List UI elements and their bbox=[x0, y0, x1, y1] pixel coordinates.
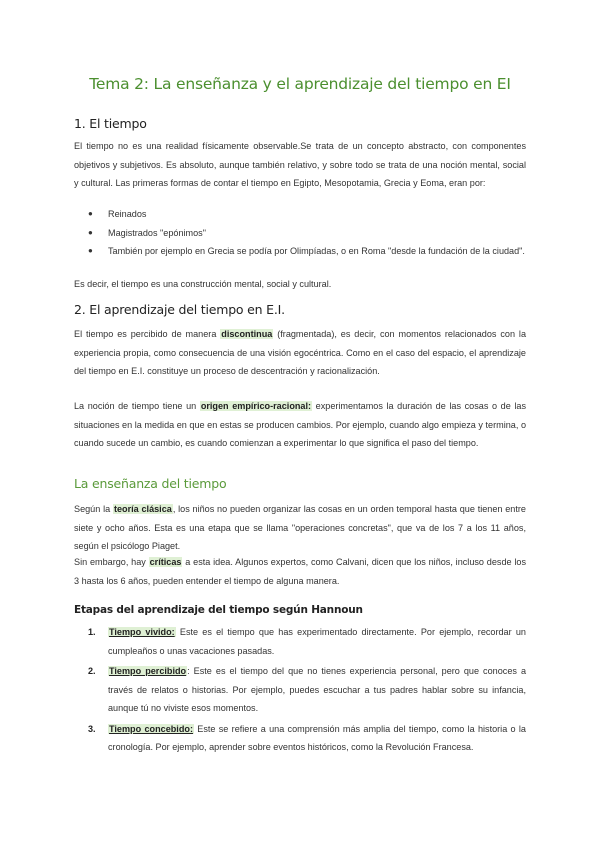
highlight-term: discontinua bbox=[221, 329, 273, 339]
document-title: Tema 2: La enseñanza y el aprendizaje del tiempo en EI bbox=[89, 75, 511, 93]
section-heading-el-tiempo: 1. El tiempo bbox=[74, 116, 147, 131]
stages-numbered-list bbox=[74, 623, 526, 759]
section-1-conclusion: Es decir, el tiempo es una construcción mental, social y cultural. bbox=[74, 279, 332, 289]
section-heading-aprendizaje: 2. El aprendizaje del tiempo en E.I. bbox=[74, 302, 285, 317]
highlight-term: críticas bbox=[149, 557, 182, 567]
section-3-paragraph-2: Sin embargo, hay críticas a esta idea. Algunos expertos, como Calvani, dicen que los niños, incluso desde los 3 hasta los 6 años, pueden entender el tiempo de alguna manera. bbox=[74, 557, 526, 586]
highlight-term: Tiempo percibido bbox=[109, 666, 187, 676]
list-item: 3. Tiempo concebido: Este se refiere a una comprensión más amplia del tiempo, como la historia o la cronología. Por ejemplo, aprender sobre eventos históricos, como la Revolución Francesa. bbox=[88, 723, 526, 752]
section-2-paragraph-2: La noción de tiempo tiene un origen empírico-racional: experimentamos la duración de las cosas o de las situaciones en la medida en que en estas se producen cambios. Por ejemplo, cuando algo empieza y termina, o cuando sucede un cambio, es cuando comienzan a experimentar lo que significa el paso del tiempo. bbox=[74, 401, 526, 448]
bullet-icon: ● bbox=[88, 209, 93, 218]
section-heading-etapas: Etapas del aprendizaje del tiempo según Hannoun bbox=[74, 604, 363, 616]
section-3-paragraph-1: Según la teoría clásica, los niños no pueden organizar las cosas en un orden temporal hasta que tienen entre siete y ocho años. Esta es una etapa que se llama "operaciones concretas", que va de los 7 a los 11 años, según el psicólogo Piaget. bbox=[74, 504, 526, 551]
list-item: ● También por ejemplo en Grecia se podía por Olimpíadas, o en Roma "desde la fundación de la ciudad". bbox=[74, 242, 526, 261]
list-item: 1. Tiempo vivido: Este es el tiempo que has experimentado directamente. Por ejemplo, recordar un cumpleaños o unas vacaciones pasadas. bbox=[88, 627, 526, 656]
highlight-term: Tiempo vivido: bbox=[109, 627, 175, 637]
section-heading-ensenanza: La enseñanza del tiempo bbox=[74, 476, 227, 491]
list-item: 2. Tiempo percibido: Este es el tiempo del que no tienes experiencia personal, pero que conoces a través de relatos o historias. Por ejemplo, puedes escuchar a tus padres hablar sobre su infancia, aunque tú no viviste esos momentos. bbox=[88, 666, 527, 713]
bullet-icon: ● bbox=[88, 227, 93, 237]
section-1-bullet-list bbox=[74, 205, 526, 261]
list-item: ● Reinados bbox=[74, 205, 526, 224]
bullet-icon: ● bbox=[88, 246, 93, 255]
section-2-paragraph-1: El tiempo es percibido de manera discontinua (fragmentada), es decir, con momentos relacionados con la experiencia propia, como consecuencia de una visión egocéntrica. Como en el caso del espacio, el aprendizaje del tiempo en E.I. constituye un proceso de descentración y racionalización. bbox=[74, 329, 526, 376]
highlight-term: origen empírico-racional: bbox=[200, 401, 312, 411]
list-item: ● Magistrados "epónimos" bbox=[74, 224, 526, 243]
section-1-intro: El tiempo no es una realidad físicamente observable.Se trata de un concepto abstracto, con componentes objetivos y subjetivos. Es absoluto, aunque también relativo, y sobre todo se trata de una noción mental, social y cultural. Las primeras formas de contar el tiempo en Egipto, Mesopotamia, Grecia y Eoma, eran por: bbox=[74, 141, 526, 188]
highlight-term: Tiempo concebido: bbox=[109, 723, 193, 734]
highlight-term: teoría clásica bbox=[113, 504, 172, 514]
